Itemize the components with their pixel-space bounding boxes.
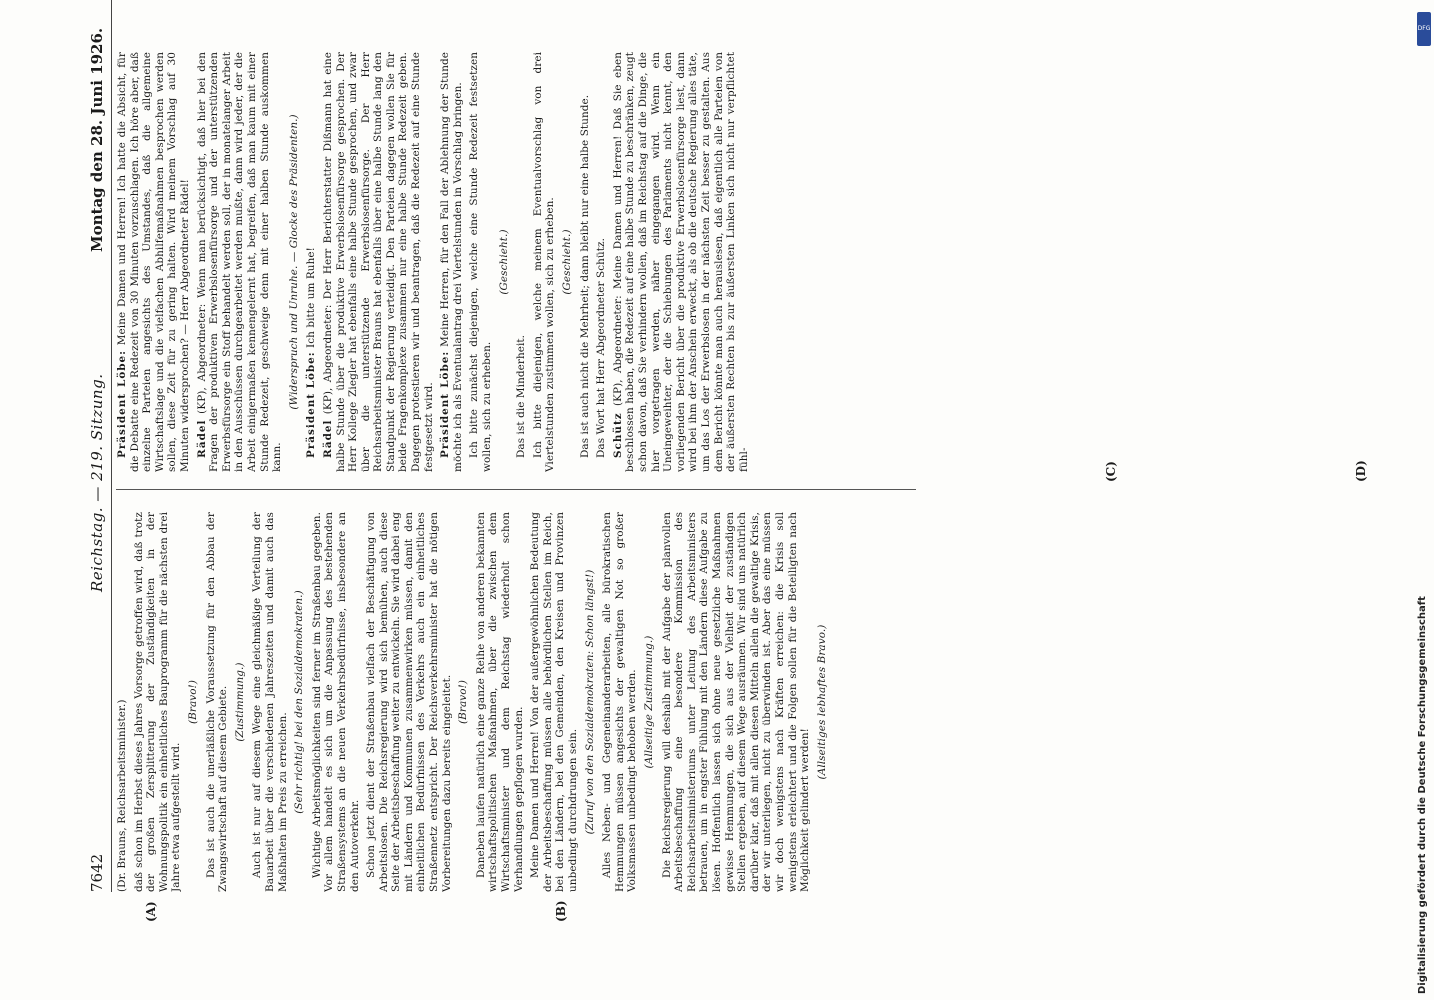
column-right [116,52,916,472]
margin-marker-c: (C) [1104,461,1118,482]
paragraph: Schon jetzt dient der Straßenbau vielfach der Beschäftigung von Arbeitslosen. Die Reichsregierung wird sich bemühen, auch diese Seite der Arbeitsbeschaffung weiter zu entwickeln. Sie wird dabei eng mit Ländern und Kommunen zusammenwirken müssen, damit den einheitlichen Bedürfnissen des Verkehrs auch ein einheitliches Straßennetz entspricht. Der Reichsverkehrsminister hat die nötigen Vorbereitungen dazu bereits eingeleitet. [365,512,453,892]
paragraph: Meine Herren, für den Fall der Ablehnung der Stunde möchte ich als Eventualantrag drei Viertelstunden in Vorschlag bringen. [439,52,464,472]
digitization-stamp-text: Digitalisierung gefördert durch die Deutsche Forschungsgemeinschaft [1417,596,1428,994]
interjection: (Allseitige Zustimmung.) [642,635,655,769]
paragraph: Das ist auch nicht die Mehrheit; dann bleibt nur eine halbe Stunde. [578,94,591,458]
session-title: Reichstag. — 219. Sitzung. [88,373,106,592]
paragraph: Die Reichsregierung will deshalb mit der Aufgabe der planvollen Arbeitsbeschaffung eine besondere Kommission des Reichsarbeitsministeriums unter Leitung des Arbeitsministers betrauen, um in engster Fühlung mit den Ländern diese Aufgabe zu lösen. Hoffentlich lassen sich ohne neue gesetzliche Maßnahmen gewisse Hemmungen, die sich aus der Vielheit der zuständigen Stellen ergeben, auf diesem Wege ausräumen. Wir sind uns natürlich darüber klar, daß mit allen diesen Mitteln allein die gewaltige Krisis, der wir unterliegen, nicht zu überwinden ist. Aber das eine müssen wir doch wenigstens nach Kräften erreichen: die Krisis soll wenigstens erleichtert und die Folgen sollen für die Beteiligten nach Möglichkeit gelindert werden! [660,512,812,892]
paragraph: Meine Damen und Herren! Von der außergewöhnlichen Bedeutung der Arbeitsbeschaffung müssen alle behördlichen Stellen im Reich, bei den Ländern, bei den Gemeinden, den Kreisen und Provinzen unbedingt durchdrungen sein. [529,512,579,892]
speaker-name: Rädel [321,419,334,458]
session-date: Montag den 28. Juni 1926. [88,27,106,252]
paragraph: Das ist auch die unerläßliche Voraussetzung für den Abbau der Zwangswirtschaft auf diesem Gebiete. [204,512,230,892]
interjection: (Bravo!) [457,680,470,725]
interjection: (Widerspruch und Unruhe. — Glocke des Präsidenten.) [287,114,300,410]
interjection: (Bravo!) [186,680,199,725]
column-left [116,512,916,892]
paragraph: Auch ist nur auf diesem Wege eine gleichmäßige Verteilung der Bauarbeit über die verschiedenen Jahreszeiten und damit auch das Maßhalten im Preis zu erreichen. [251,512,289,892]
column-divider [116,489,916,490]
page-header [84,0,110,892]
paragraph: Ich bitte um Ruhe! [305,247,318,348]
digitization-stamp [1416,4,1432,994]
speaker-name: Rädel [195,419,208,458]
paragraph: Das Wort hat Herr Abgeordneter Schütz. [595,238,608,458]
margin-marker-a: (A) [144,901,158,922]
paragraph: (KP), Abgeordneter: Meine Damen und Herren! Daß Sie eben beschlossen haben, die Redezeit auf eine halbe Stunde zu beschränken, zeugt schon davon, daß Sie verhindern wollen, daß im Reichstag auf die Dinge, die hier vorgetragen werden, näher eingegangen wird. Wenn ein Uneingeweihter, der die Schiebungen des Parlaments nicht kennt, den vorliegenden Bericht über die produktive Erwerbslosenfürsorge liest, dann wird bei ihm der Anschein erweckt, als ob die deutsche Regierung alles täte, um das Los der Erwerbslosen in der nächsten Zeit besser zu gestalten. Aus dem Bericht könnte man auch herauslesen, daß eigentlich alle Parteien von der äußersten Rechten bis zur äußersten Linken sich nicht nur verpflichtet fühl- [611,52,750,472]
speaker-name: Präsident Löbe: [305,351,318,458]
speaker-name: Präsident Löbe: [116,350,128,458]
speaker-name: Präsident Löbe: [439,350,452,458]
paragraph: daß schon im Herbst dieses Jahres Vorsorge getroffen wird, daß trotz der großen Zersplitterung der Zuständigkeiten in der Wohnungspolitik ein einheitliches Bauprogramm für die nächsten drei Jahre etwa aufgestellt wird. [132,512,183,892]
interjection: (Zuruf von den Sozialdemokraten: Schon längst!) [583,569,596,835]
paragraph: Daneben laufen natürlich eine ganze Reihe von anderen bekannten wirtschaftspolitischen Maßnahmen, über die zwischen dem Wirtschaftsminister und dem Reichstag wiederholt schon Verhandlungen gepflogen wurden. [474,512,525,892]
paragraph: Ich bitte diejenigen, welche meinem Eventualvorschlag von drei Viertelstunden zustimmen wollen, sich zu erheben. [531,52,557,472]
paragraph: Alles Neben- und Gegeneinanderarbeiten, alle bürokratischen Hemmungen müssen angesichts der gewaltigen Not so großer Volksmassen unbedingt behoben werden. [601,512,639,892]
margin-marker-d: (D) [1354,460,1368,482]
paragraph: (KP), Abgeordneter: Der Herr Berichterstatter Dißmann hat eine halbe Stunde über die produktive Erwerbslosenfürsorge gesprochen. Der Herr Kollege Ziegler hat ebenfalls eine halbe Stunde gesprochen, und zwar über die unterstützende Erwerbslosenfürsorge. Der Herr Reichsarbeitsminister Brauns hat ebenfalls über eine halbe Stunde lang den Standpunkt der Regierung verteidigt. Den Parteien dagegen wollen Sie für beide Fragenkomplexe zusammen nur eine halbe Stunde Redezeit geben. Dagegen protestieren wir und beantragen, daß die Redezeit auf eine Stunde festgesetzt wird. [321,52,435,472]
paragraph: Meine Damen und Herren! Ich hatte die Absicht, für die Debatte eine Redezeit von 30 Minuten vorzuschlagen. Ich höre aber, daß einzelne Parteien angesichts des Umstandes, daß die allgemeine Wirtschaftslage und die vielfachen Abhilfemaßnahmen besprochen werden sollen, diese Zeit für zu gering halten. Wird meinem Vorschlag auf 30 Minuten widersprochen? — Herr Abgeordneter Rädel! [116,52,191,472]
interjection: (Zustimmung.) [233,662,246,742]
speaker-name: Schütz [611,412,624,458]
paragraph: Wichtige Arbeitsmöglichkeiten sind ferner im Straßenbau gegeben. Vor allem handelt es sich um die Anpassung des bestehenden Straßensystems an die neuen Verkehrsbedürfnisse, insbesondere an den Autoverkehr. [310,512,361,892]
interjection: (Allseitiges lebhaftes Bravo.) [815,624,828,780]
paragraph: Ich bitte zunächst diejenigen, welche eine Stunde Redezeit festsetzen wollen, sich zu erheben. [468,52,494,472]
speaker-continuation: (Dr. Brauns, Reichsarbeitsminister.) [116,699,128,892]
interjection: (Geschieht.) [561,229,573,295]
page-number: 7642 [88,853,106,892]
interjection: (Sehr richtig! bei den Sozialdemokraten.) [293,590,306,814]
paragraph: Das ist die Minderheit. [515,334,528,458]
dfg-logo: DFG [1417,12,1431,46]
rotated-newspaper-page [84,27,1368,922]
margin-marker-b: (B) [554,900,568,922]
header-rule [111,0,112,892]
paragraph: (KP), Abgeordneter: Wenn man berücksichtigt, daß hier bei den Fragen der produktiven Erwerbslosenfürsorge und der unterstützenden Erwerbsfürsorge ein Stoff behandelt werden soll, der in monatelanger Arbeit in den Ausschüssen durchgearbeitet werden mußte, dann wird jeder, der die Arbeit einigermaßen kennengelernt hat, begreifen, daß man kaum mit einer Stunde Redezeit, geschweige denn mit einer halben Stunde auskommen kann. [195,52,284,472]
interjection: (Geschieht.) [497,229,510,295]
